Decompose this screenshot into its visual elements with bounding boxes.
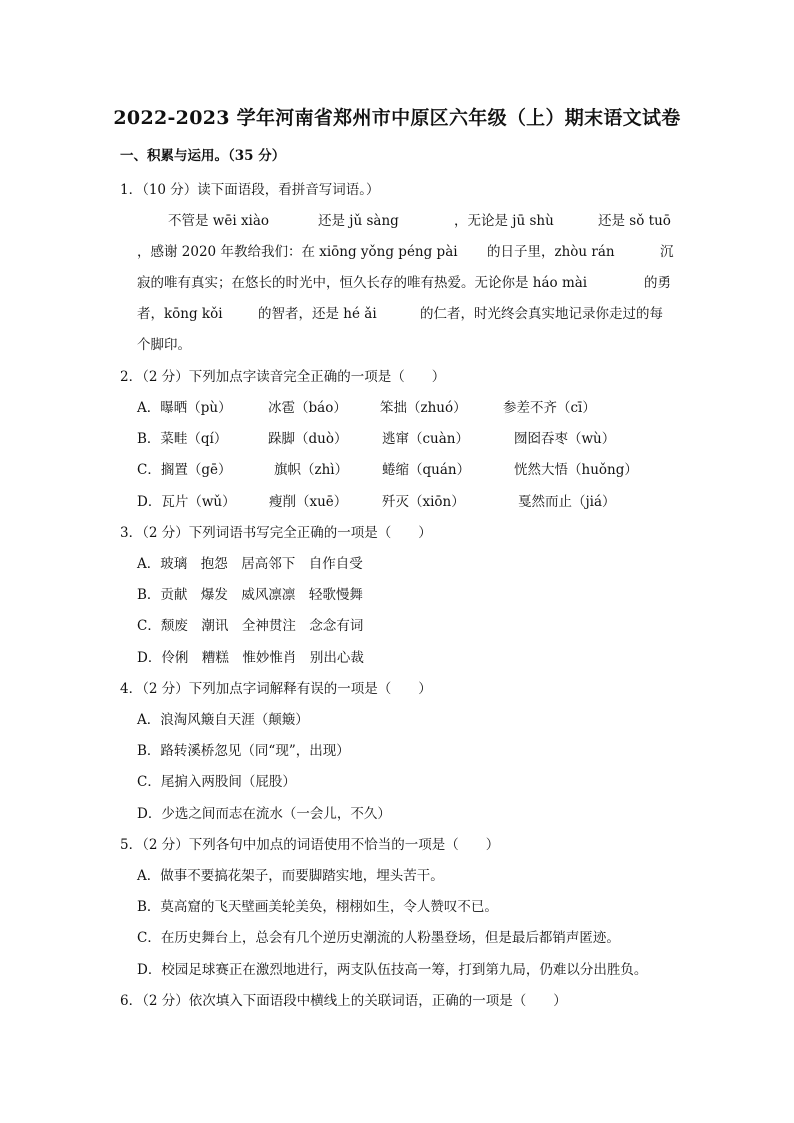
q1-text: 寂的唯有真实；在悠长的时光中，恒久长存的唯有热爱。无论你是 háo mài xyxy=(137,275,588,291)
q2-option-d: 戛然而止（jiá） xyxy=(518,494,616,510)
q1-text: 还是 sǒ tuō xyxy=(598,213,671,229)
q3-option-d: D．伶俐 糟糕 惟妙惟肖 别出心裁 xyxy=(137,650,364,666)
q1-text: 还是 jǔ sàng xyxy=(318,213,399,229)
question-1-stem: 1．（10 分）读下面语段，看拼音写词语。） xyxy=(120,182,380,198)
q4-option-c: C．尾掮入两股间（屁股） xyxy=(137,774,296,790)
question-4-stem: 4．（2 分）下列加点字词解释有误的一项是（ ） xyxy=(120,681,432,697)
question-2-stem: 2．（2 分）下列加点字读音完全正确的一项是（ ） xyxy=(120,369,446,385)
q3-option-a: A．玻璃 抱怨 居高邻下 自作自受 xyxy=(137,556,363,572)
q4-option-d: D．少选之间而志在流水（一会儿，不久） xyxy=(137,806,391,822)
question-5-stem: 5．（2 分）下列各句中加点的词语使用不恰当的一项是（ ） xyxy=(120,837,500,853)
q1-text: 不管是 wēi xiào xyxy=(168,213,270,229)
q3-option-b: B．贡献 爆发 威风凛凛 轻歌慢舞 xyxy=(137,587,363,603)
q2-option-c: C．搁置（gē） xyxy=(137,462,232,478)
q1-text: 者，kōng kǒi xyxy=(137,306,223,322)
q1-text: 沉 xyxy=(660,244,674,260)
q2-option-d: 瘦削（xuē） xyxy=(269,494,348,510)
q2-option-a: A．曝晒（pù） xyxy=(137,400,232,416)
q4-option-a: A．浪淘风簸自天涯（颠簸） xyxy=(137,712,309,728)
q1-text: 个脚印。 xyxy=(137,337,191,353)
section-heading: 一、积累与运用。（35 分） xyxy=(120,148,286,164)
q1-text: 的勇 xyxy=(644,275,671,291)
q5-option-a: A．做事不要搞花架子，而要脚踏实地，埋头苦干。 xyxy=(137,868,444,884)
q5-option-d: D．校园足球赛正在激烈地进行，两支队伍技高一筹，打到第九局，仍难以分出胜负。 xyxy=(137,962,648,978)
q1-text: ，感谢 2020 年教给我们：在 xiōng yǒng péng pài xyxy=(137,244,458,260)
page-title: 2022-2023 学年河南省郑州市中原区六年级（上）期末语文试卷 xyxy=(113,107,681,129)
q2-option-b: 逃窜（cuàn） xyxy=(382,431,469,447)
q4-option-b: B．路转溪桥忽见（同“现”，出现） xyxy=(137,743,350,759)
q2-option-c: 旗帜（zhì） xyxy=(274,462,349,478)
q2-option-c: 恍然大悟（huǒng） xyxy=(514,462,638,478)
q1-text: 的日子里，zhòu rán xyxy=(487,244,615,260)
q3-option-c: C．颓废 潮讯 全神贯注 念念有词 xyxy=(137,618,364,634)
q2-option-c: 蜷缩（quán） xyxy=(382,462,471,478)
q5-option-b: B．莫高窟的飞天壁画美轮美奂，栩栩如生，令人赞叹不已。 xyxy=(137,899,498,915)
q2-option-a: 参差不齐（cī） xyxy=(503,400,596,416)
q2-option-d: D．瓦片（wǔ） xyxy=(137,494,236,510)
question-3-stem: 3．（2 分）下列词语书写完全正确的一项是（ ） xyxy=(120,525,432,541)
q2-option-b: B．菜畦（qí） xyxy=(137,431,228,447)
q2-option-b: 跺脚（duò） xyxy=(268,431,348,447)
q2-option-b: 囫囵吞枣（wù） xyxy=(514,431,616,447)
q2-option-a: 冰雹（báo） xyxy=(268,400,347,416)
q2-option-d: 歼灭（xiōn） xyxy=(382,494,465,510)
q1-text: ，无论是 jū shù xyxy=(454,213,554,229)
question-6-stem: 6．（2 分）依次填入下面语段中横线上的关联词语，正确的一项是（ ） xyxy=(120,993,567,1009)
q1-text: 的仁者，时光终会真实地记录你走过的每 xyxy=(420,306,663,322)
q2-option-a: 笨拙（zhuó） xyxy=(380,400,467,416)
q5-option-c: C．在历史舞台上，总会有几个逆历史潮流的人粉墨登场，但是最后都销声匿迹。 xyxy=(137,930,620,946)
q1-text: 的智者，还是 hé ǎi xyxy=(258,306,377,322)
